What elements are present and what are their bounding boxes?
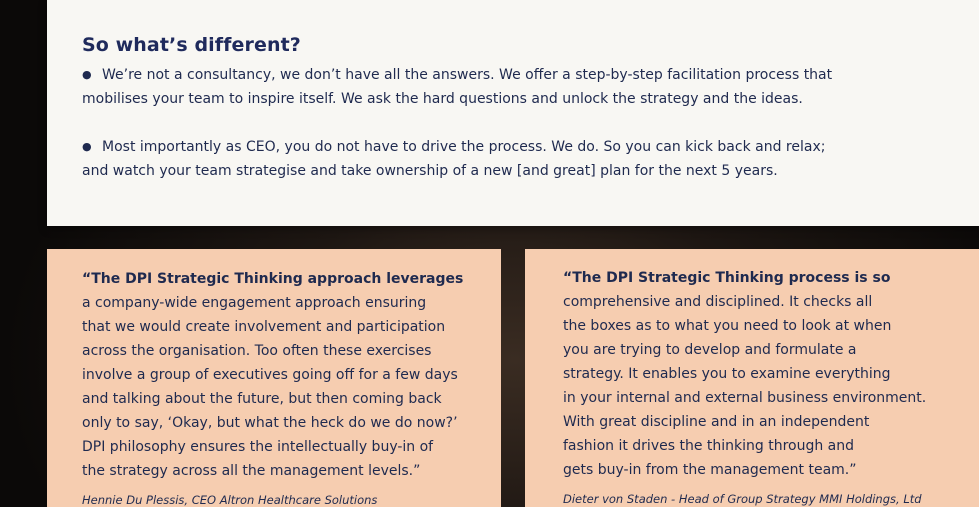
- quote-line: With great discipline and in an independent: [563, 414, 870, 430]
- bullet-item: [82, 135, 922, 183]
- testimonial-card: [47, 249, 501, 507]
- bullet-line: We’re not a consultancy, we don’t have all the answers. We offer a step-by-step facilitation process that: [102, 67, 833, 83]
- quote-line: that we would create involvement and participation: [82, 319, 446, 335]
- quote-line: a company-wide engagement approach ensuring: [82, 295, 427, 311]
- quote-line: “The DPI Strategic Thinking approach leverages: [82, 271, 464, 287]
- quote-line: the boxes as to what you need to look at when: [563, 318, 892, 334]
- quote-line: across the organisation. Too often these exercises: [82, 343, 432, 359]
- section-heading: So what’s different?: [82, 34, 301, 56]
- bullet-icon: ●: [82, 140, 92, 153]
- bullet-line: Most importantly as CEO, you do not have to drive the process. We do. So you can kick back and relax;: [102, 139, 826, 155]
- quote-line: the strategy across all the management levels.”: [82, 463, 421, 479]
- testimonial-card: [525, 249, 979, 507]
- quote-line: and talking about the future, but then coming back: [82, 391, 442, 407]
- testimonial-quote: [563, 266, 926, 482]
- testimonial-attribution: Hennie Du Plessis, CEO Altron Healthcare Solutions: [82, 493, 378, 507]
- quote-line: gets buy-in from the management team.”: [563, 462, 857, 478]
- differences-section: [47, 0, 979, 226]
- quote-line: you are trying to develop and formulate a: [563, 342, 857, 358]
- quote-line: comprehensive and disciplined. It checks all: [563, 294, 873, 310]
- quote-line: in your internal and external business environment.: [563, 390, 927, 406]
- quote-line: strategy. It enables you to examine everything: [563, 366, 891, 382]
- quote-line: fashion it drives the thinking through and: [563, 438, 855, 454]
- bullet-icon: ●: [82, 68, 92, 81]
- bullet-line: and watch your team strategise and take ownership of a new [and great] plan for the next 5 years.: [82, 163, 778, 179]
- quote-line: only to say, ‘Okay, but what the heck do we do now?’: [82, 415, 458, 431]
- testimonial-attribution: Dieter von Staden - Head of Group Strategy MMI Holdings, Ltd: [563, 492, 922, 506]
- quote-line: “The DPI Strategic Thinking process is so: [563, 270, 891, 286]
- bullet-item: [82, 63, 922, 111]
- quote-line: DPI philosophy ensures the intellectually buy-in of: [82, 439, 434, 455]
- bullet-line: mobilises your team to inspire itself. We ask the hard questions and unlock the strategy and the ideas.: [82, 91, 803, 107]
- testimonial-quote: [82, 267, 463, 483]
- quote-line: involve a group of executives going off for a few days: [82, 367, 458, 383]
